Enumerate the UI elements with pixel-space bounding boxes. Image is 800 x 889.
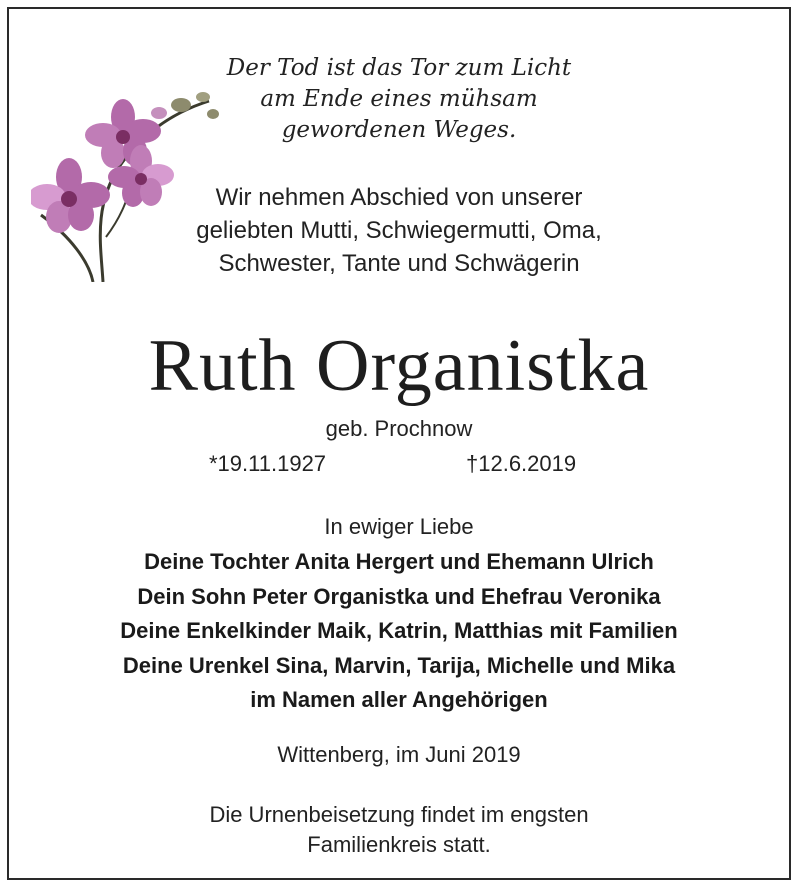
birth-name: geb. Prochnow <box>325 416 473 441</box>
intro-line: Schwester, Tante und Schwägerin <box>218 250 580 277</box>
mourner-line: Dein Sohn Peter Organistka und Ehefrau Veronika <box>137 583 661 609</box>
note-line: Die Urnenbeisetzung findet im engsten <box>209 802 589 827</box>
quote-block <box>159 53 639 146</box>
quote-line: Der Tod ist das Tor zum Licht <box>226 55 572 81</box>
mourner-line: Deine Urenkel Sina, Marvin, Tarija, Michelle und Mika <box>122 652 676 678</box>
obituary-frame <box>7 7 791 880</box>
quote-line: am Ende eines mühsam <box>260 86 538 112</box>
deceased-name: Ruth Organistka <box>148 325 650 407</box>
burial-note <box>9 800 789 860</box>
intro-line: Wir nehmen Abschied von unserer <box>215 184 583 211</box>
birth-date: *19.11.1927 <box>209 451 327 476</box>
mourners-list <box>9 545 789 718</box>
intro-line: geliebten Mutti, Schwiegermutti, Oma, <box>196 217 602 244</box>
life-dates <box>9 451 789 481</box>
orchid-flower-left <box>31 158 110 233</box>
mourner-line: Deine Tochter Anita Hergert und Ehemann Ulrich <box>144 549 654 574</box>
quote-line: gewordenen Weges. <box>281 117 517 143</box>
place-date: Wittenberg, im Juni 2019 <box>277 742 521 767</box>
death-date: †12.6.2019 <box>466 451 577 476</box>
note-line: Familienkreis statt. <box>307 832 491 857</box>
intro-text <box>139 181 659 280</box>
mourner-line: Deine Enkelkinder Maik, Katrin, Matthias mit Familien <box>120 618 678 643</box>
mourner-line: im Namen aller Angehörigen <box>250 687 548 712</box>
signature-intro: In ewiger Liebe <box>324 514 474 539</box>
